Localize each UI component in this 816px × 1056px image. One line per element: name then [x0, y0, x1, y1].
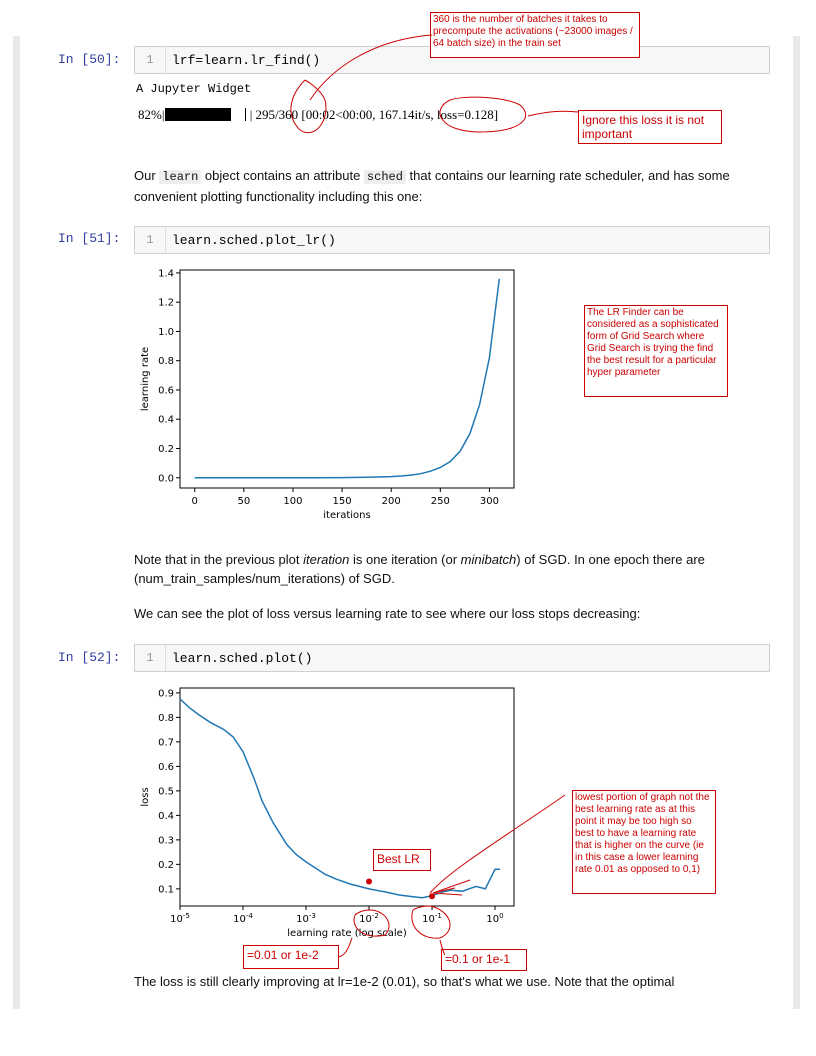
x-tick-label: 250: [430, 496, 450, 507]
progress-percent: 82%|: [138, 107, 165, 122]
y-tick-label: 0.8: [158, 356, 174, 368]
line-number: 1: [135, 47, 166, 73]
y-axis-label: learning rate: [140, 346, 151, 412]
x-axis-label: iterations: [323, 510, 371, 521]
y-tick-label: 0.1: [158, 884, 174, 896]
y-tick-label: 0.2: [158, 859, 174, 871]
y-tick-label: 0.0: [158, 473, 174, 485]
x-tick-label: 200: [381, 496, 401, 507]
line-number: 1: [135, 227, 166, 253]
markdown-paragraph: Our learn object contains an attribute sched that contains our learning rate scheduler, and has some convenient plotting functionality including this one:: [134, 168, 730, 204]
annotation-lr-finder: The LR Finder can be considered as a sophisticated form of Grid Search where Grid Search is trying the find the best result for a particular hyper parameter: [584, 305, 728, 397]
x-tick-label: $10^{-2}$: [359, 912, 379, 925]
x-tick-label: 300: [479, 496, 499, 507]
y-axis-label: loss: [140, 787, 151, 807]
markdown-paragraph: Note that in the previous plot iteration is one iteration (or minibatch) of SGD. In one epoch there are (num_train_samples/num_iterations) of SGD.: [134, 552, 705, 586]
y-tick-label: 0.7: [158, 737, 174, 749]
x-tick-label: 100: [283, 496, 303, 507]
cell-prompt: In [50]:: [58, 52, 121, 67]
y-tick-label: 0.9: [158, 688, 174, 700]
cell-prompt: In [52]:: [58, 650, 121, 665]
x-axis-label: learning rate (log scale): [287, 928, 407, 939]
code-line[interactable]: lrf=learn.lr_find(): [172, 53, 321, 68]
markdown-paragraph: We can see the plot of loss versus learning rate to see where our loss stops decreasing:: [134, 606, 641, 621]
y-tick-label: 0.4: [158, 810, 174, 822]
line-number: 1: [135, 645, 166, 671]
widget-output: A Jupyter Widget: [136, 82, 252, 96]
y-tick-label: 0.6: [158, 385, 174, 397]
annotation-lr-01: =0.1 or 1e-1: [441, 949, 527, 971]
x-tick-label: 0: [191, 496, 198, 507]
y-tick-label: 1.2: [158, 297, 174, 309]
x-tick-label: $10^{-1}$: [422, 912, 442, 925]
code-line[interactable]: learn.sched.plot_lr(): [172, 233, 336, 248]
y-tick-label: 0.4: [158, 414, 174, 426]
y-tick-label: 1.0: [158, 326, 174, 338]
x-tick-label: $10^{-3}$: [296, 912, 316, 925]
progress-rest: | 295/360 [00:02<00:00, 167.14it/s, loss=0.128]: [249, 107, 499, 122]
x-tick-label: 50: [237, 496, 251, 507]
annotation-batches: 360 is the number of batches it takes to precompute the activations (~23000 images / 64 batch size) in the train set: [430, 12, 640, 58]
y-tick-label: 0.8: [158, 712, 174, 724]
code-line[interactable]: learn.sched.plot(): [172, 651, 313, 666]
y-tick-label: 0.2: [158, 443, 174, 455]
inline-code: learn: [159, 170, 201, 184]
y-tick-label: 0.6: [158, 761, 174, 773]
y-tick-label: 0.5: [158, 786, 174, 798]
y-tick-label: 1.4: [158, 268, 174, 280]
annotation-best-lr: Best LR: [373, 849, 431, 871]
annotation-ignore-loss: Ignore this loss it is not important: [578, 110, 722, 144]
y-tick-label: 0.3: [158, 835, 174, 847]
annotation-lr-001: =0.01 or 1e-2: [243, 945, 339, 969]
x-tick-label: 150: [332, 496, 352, 507]
cell-prompt: In [51]:: [58, 231, 121, 246]
x-tick-label: $10^{-5}$: [170, 912, 190, 925]
x-tick-label: $10^0$: [486, 912, 504, 925]
annotation-lowest-portion: lowest portion of graph not the best learning rate as at this point it may be too high so best to have a learning rate that is higher on the curve (ie in this case a lower learning rate 0.01 as opposed to 0,1): [572, 790, 716, 894]
markdown-paragraph: The loss is still clearly improving at lr=1e-2 (0.01), so that's what we use. Note that the optimal: [134, 974, 675, 989]
x-tick-label: $10^{-4}$: [233, 912, 253, 925]
inline-code: sched: [364, 170, 406, 184]
